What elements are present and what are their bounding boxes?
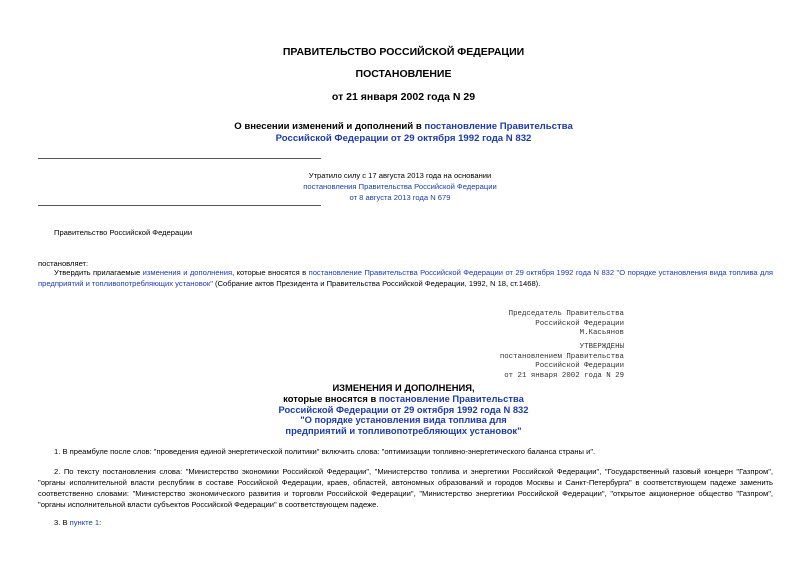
approve-link-changes[interactable]: изменения и дополнения [142, 268, 233, 277]
approve-text-1: Утвердить прилагаемые [54, 268, 143, 277]
document-title [0, 121, 807, 145]
approve-text-3: (Собрание актов Президента и Правительства Российской Федерации, 1992, N 18, ст.1468). [212, 279, 541, 288]
issuer: Правительство Российской Федерации [54, 228, 193, 237]
document-type: ПОСТАНОВЛЕНИЕ [355, 68, 452, 80]
approve-text-2: , которые вносятся в [232, 268, 309, 277]
approved-date: от 21 января 2002 года N 29 [504, 371, 624, 380]
document-date-number: от 21 января 2002 года N 29 [331, 91, 476, 103]
approved-heading: УТВЕРЖДЕНЫ [579, 343, 624, 351]
title-link-decree-date[interactable]: Российской Федерации от 29 октября 1992 года N 832 [275, 133, 532, 144]
signature-position: Председатель Правительства [508, 310, 624, 318]
signature-country: Российской Федерации [535, 319, 624, 328]
annex-title-line2: которые вносятся в постановление Правительства [283, 392, 524, 404]
approved-block [500, 343, 624, 381]
government-heading: ПРАВИТЕЛЬСТВО РОССИЙСКОЙ ФЕДЕРАЦИИ [282, 46, 525, 58]
item-2: 2. По тексту постановления слова: "Министерство экономики Российской Федерации", "Министерство топлива и энергетики Российской Федерации", "Государственный газовый концерн "Газпром", "органы исполнительной власти республик в составе Российской Федерации, краев, областей, автономных образований и городов Москвы и Санкт-Петербурга" в соответствующем падеже заменить соответственно словами: "Министерство экономического развития и торговли Российской Федерации", "Министерство энергетики Российской Федерации", "открытое акционерное общество "Газпром", "органы исполнительной власти субъектов Российской Федерации" в соответствующем падеже. [38, 467, 773, 509]
approval-paragraph [38, 267, 773, 289]
item-1: 1. В преамбуле после слов: "проведения единой энергетической политики" включить слова: "оптимизации топливно-энергетического баланса страны и". [54, 447, 596, 456]
status-note-link-date[interactable]: от 8 августа 2013 года N 679 [349, 193, 451, 202]
approve-link-decree[interactable]: постановление Правительства Российской Федерации от 29 октября 1992 года N 832 "О порядке установления вида топлива для предприятий и топливопотребляющих установок" [38, 268, 773, 288]
approved-by: постановлением Правительства [499, 352, 624, 361]
annex-link-decree-date[interactable]: Российской Федерации от 29 октября 1992 года N 832 [278, 403, 529, 415]
annex-title [0, 383, 807, 437]
status-note-link-decree[interactable]: постановления Правительства Российской Федерации [303, 182, 497, 191]
item-3: 3. В пункте 1: [54, 518, 102, 527]
signature-block [509, 310, 624, 339]
status-note [255, 170, 545, 203]
status-note-text: Утратило силу с 17 августа 2013 года на основании [308, 171, 492, 180]
signature-name: М.Касьянов [579, 329, 624, 338]
approved-country: Российской Федерации [535, 362, 624, 371]
title-prefix: О внесении изменений и дополнений в [234, 121, 425, 132]
item-3-link[interactable]: пункте 1 [69, 518, 100, 527]
divider-bottom [38, 205, 321, 206]
annex-title-line1: ИЗМЕНЕНИЯ И ДОПОЛНЕНИЯ, [332, 382, 475, 393]
annex-link-decree-name[interactable]: "О порядке установления вида топлива для [300, 414, 507, 426]
title-link-decree[interactable]: постановление Правительства [424, 121, 573, 132]
annex-link-decree-name-end[interactable]: предприятий и топливопотребляющих установок" [285, 425, 522, 437]
divider-top [38, 158, 321, 159]
decrees-word: постановляет: [38, 259, 89, 268]
annex-link-decree[interactable]: постановление Правительства [378, 392, 524, 404]
